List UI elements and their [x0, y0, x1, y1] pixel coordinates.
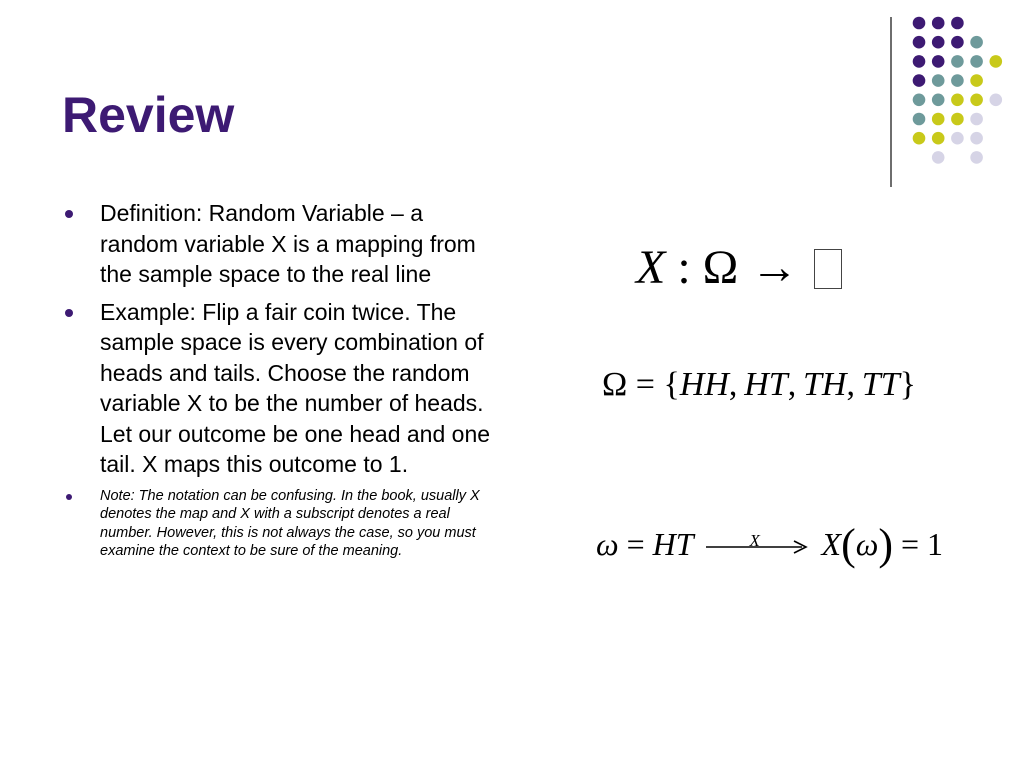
equation-mapping — [636, 238, 842, 298]
decor-dot — [913, 94, 926, 107]
decor-dot — [932, 113, 945, 126]
decor-dot — [932, 151, 945, 164]
decor-dot — [970, 36, 983, 49]
decor-dot — [913, 113, 926, 126]
eq-colon: : — [665, 241, 703, 294]
eq-domain: Ω — [702, 241, 739, 294]
decor-dot — [951, 17, 964, 30]
decor-dot — [932, 36, 945, 49]
decor-dot — [970, 113, 983, 126]
eq-omega: Ω — [602, 366, 628, 403]
slide-title: Review — [62, 87, 235, 143]
note-text: Note: The notation can be confusing. In the book, usually X denotes the map and X with a subscript denotes a real number. However, this is not always the case, so you must examine the context to be sure of the meaning. — [100, 487, 480, 559]
eq-outcome: TT — [861, 366, 900, 403]
bullet-example — [62, 297, 502, 480]
arrow-label: X — [749, 530, 760, 550]
eq-arg: ω — [855, 526, 879, 562]
decor-dot — [970, 74, 983, 87]
bullet-dot-icon — [65, 210, 73, 218]
decor-dot — [970, 151, 983, 164]
decor-dot — [913, 36, 926, 49]
eq-var: X — [636, 241, 666, 294]
decor-dot — [932, 55, 945, 68]
eq-outcome: TH — [803, 366, 847, 403]
decor-dot — [990, 94, 1003, 107]
eq-value: 1 — [927, 526, 944, 562]
eq-open-paren: ( — [841, 520, 856, 569]
bullet-text: Definition: Random Variable – a random variable X is a mapping from the sample space to the real line — [100, 200, 476, 287]
decor-dot — [932, 17, 945, 30]
decor-dot — [951, 113, 964, 126]
decor-dot — [913, 74, 926, 87]
decor-dot — [951, 55, 964, 68]
eq-var: X — [821, 526, 842, 562]
eq-equals: = — [618, 526, 653, 562]
equation-sample-space: Ω = {HH, HT, TH, TT} — [602, 366, 916, 403]
decor-dot — [913, 55, 926, 68]
decor-dot — [970, 132, 983, 145]
vertical-divider — [890, 17, 892, 187]
decor-dot — [951, 132, 964, 145]
eq-equals: = — [893, 526, 928, 562]
eq-equals: = — [627, 366, 664, 403]
missing-glyph-box-icon — [814, 249, 842, 289]
eq-outcome: HH — [679, 366, 729, 403]
eq-outcome: HT — [744, 366, 788, 403]
bullet-dot-icon — [66, 494, 72, 500]
eq-omega: ω — [596, 526, 619, 562]
bullet-definition — [62, 198, 502, 290]
mapping-arrow — [702, 530, 814, 563]
decor-dot — [932, 94, 945, 107]
eq-close-paren: ) — [878, 520, 893, 569]
eq-open-brace: { — [663, 366, 680, 403]
decor-dot — [970, 55, 983, 68]
decor-dot — [932, 74, 945, 87]
decor-dot — [932, 132, 945, 145]
right-arrow-icon — [702, 539, 810, 555]
decor-dot — [951, 94, 964, 107]
eq-close-brace: } — [899, 366, 916, 403]
eq-arrow: → — [738, 241, 811, 294]
decor-dot — [970, 94, 983, 107]
eq-outcome: HT — [652, 526, 694, 562]
decor-dot — [913, 132, 926, 145]
bullet-text: Example: Flip a fair coin twice. The sample space is every combination of heads and tails. Choose the random variable X to be the number of heads. Let our outcome be one head and one tail. X maps this outcome to 1. — [100, 298, 491, 477]
bullet-note — [62, 487, 502, 561]
bullet-dot-icon — [65, 309, 73, 317]
decor-dot — [913, 17, 926, 30]
decor-dot — [951, 74, 964, 87]
decor-dot — [951, 36, 964, 49]
bullet-list — [62, 198, 502, 568]
equation-example — [596, 522, 943, 567]
decor-dot — [990, 55, 1003, 68]
